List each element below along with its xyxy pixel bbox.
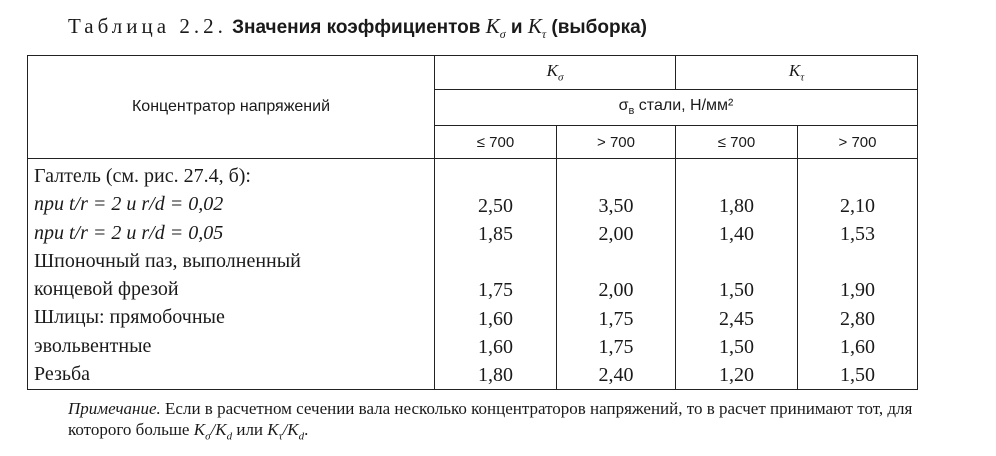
- cell-value: 2,40: [557, 361, 676, 390]
- cell-value: 1,60: [435, 333, 557, 361]
- cell-value: 1,75: [557, 304, 676, 332]
- row-label: эвольвентные: [28, 333, 435, 361]
- cell-value: [435, 159, 557, 192]
- row-label: Галтель (см. рис. 27.4, б):: [28, 159, 435, 192]
- table-row: [28, 276, 918, 304]
- table-row: [28, 333, 918, 361]
- row-label: Шпоночный паз, выполненный: [28, 248, 435, 276]
- cell-value: 1,75: [557, 333, 676, 361]
- table-row: [28, 159, 918, 192]
- header-k-sigma-le700: ≤ 700: [435, 126, 557, 159]
- title-k-sigma: $K_\sigma$: [485, 14, 506, 42]
- cell-value: 2,10: [798, 191, 918, 219]
- cell-value: 1,75: [435, 276, 557, 304]
- cell-value: [798, 248, 918, 276]
- cell-value: 1,60: [798, 333, 918, 361]
- cell-value: [435, 248, 557, 276]
- cell-value: 3,50: [557, 191, 676, 219]
- header-k-tau: $K_\tau$: [676, 56, 918, 90]
- cell-value: 1,50: [676, 333, 798, 361]
- row-label: Резьба: [28, 361, 435, 390]
- row-label: при t/r = 2 и r/d = 0,02: [28, 191, 435, 219]
- cell-value: 2,00: [557, 276, 676, 304]
- header-k-tau-gt700: > 700: [798, 126, 918, 159]
- header-sigma-steel: $\sigma_в$ стали, Н/мм²: [435, 90, 918, 126]
- table-row: [28, 220, 918, 248]
- cell-value: [798, 159, 918, 192]
- cell-value: 1,50: [676, 276, 798, 304]
- header-concentrator: Концентратор напряжений: [28, 56, 435, 159]
- row-label: Шлицы: прямобочные: [28, 304, 435, 332]
- note-label: Примечание.: [68, 399, 161, 418]
- cell-value: 2,80: [798, 304, 918, 332]
- cell-value: 1,20: [676, 361, 798, 390]
- table-row: [28, 191, 918, 219]
- title-k-tau: $K_\tau$: [527, 14, 547, 42]
- cell-value: 1,85: [435, 220, 557, 248]
- cell-value: 1,80: [676, 191, 798, 219]
- table-number: Таблица 2.2.: [68, 14, 227, 38]
- header-k-tau-le700: ≤ 700: [676, 126, 798, 159]
- table-row: [28, 248, 918, 276]
- title-and: и: [510, 17, 523, 38]
- cell-value: 1,90: [798, 276, 918, 304]
- title-text: Значения коэффициентов: [232, 17, 481, 38]
- table-row: [28, 304, 918, 332]
- note-formula-1: $K_\sigma/K_d$: [193, 420, 233, 443]
- cell-value: 2,45: [676, 304, 798, 332]
- cell-value: 2,00: [557, 220, 676, 248]
- table-note: Примечание. Если в расчетном сечении вала несколько концентраторов напряжений, то в расчет принимают тот, для которого больше $K_\sigma/K_d$ или $K_\tau/K_d$.: [68, 399, 913, 443]
- row-label: при t/r = 2 и r/d = 0,05: [28, 220, 435, 248]
- cell-value: 1,40: [676, 220, 798, 248]
- note-or: или: [232, 420, 268, 439]
- cell-value: [676, 248, 798, 276]
- note-text: Если в расчетном сечении вала несколько концентраторов напряжений, то в расчет принимают тот, для которого больше: [68, 399, 913, 439]
- row-label: концевой фрезой: [28, 276, 435, 304]
- table-row: [28, 361, 918, 390]
- cell-value: 1,50: [798, 361, 918, 390]
- header-k-sigma-gt700: > 700: [557, 126, 676, 159]
- cell-value: 1,80: [435, 361, 557, 390]
- cell-value: 2,50: [435, 191, 557, 219]
- cell-value: 1,60: [435, 304, 557, 332]
- coefficients-table: [27, 55, 918, 390]
- header-k-sigma: $K_\sigma$: [435, 56, 676, 90]
- cell-value: [557, 248, 676, 276]
- table-title: [68, 14, 647, 42]
- title-selection: (выборка): [551, 17, 647, 38]
- cell-value: [676, 159, 798, 192]
- cell-value: 1,53: [798, 220, 918, 248]
- cell-value: [557, 159, 676, 192]
- note-formula-2: $K_\tau/K_d$: [267, 420, 305, 443]
